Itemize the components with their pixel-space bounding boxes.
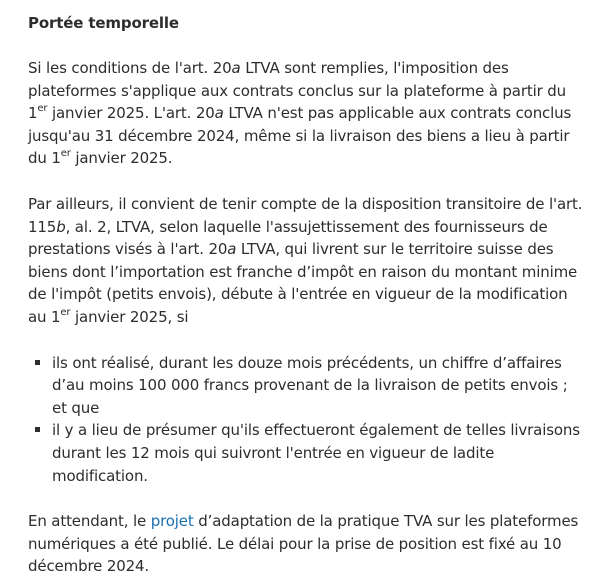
superscript: er <box>60 306 71 318</box>
text-run: Si les conditions de l'art. 20 <box>28 59 232 77</box>
italic-letter: a <box>214 104 224 123</box>
square-bullet-icon <box>35 427 40 432</box>
list-item <box>28 352 586 420</box>
paragraph-transitional-provision <box>28 193 586 329</box>
text-run: LTVA, qui livrent sur le territoire suisse des biens dont l’importation est franche d’impôt en raison du montant minime de l'impôt (petits envois), débute à l'entrée en vigueur de la modification au 1 <box>28 240 578 326</box>
italic-letter: a <box>227 240 237 259</box>
superscript: er <box>60 148 71 160</box>
paragraph-temporal-scope <box>28 57 586 170</box>
italic-letter: b <box>56 217 66 236</box>
text-run: LTVA sont remplies, l'imposition des plateformes s'applique aux contrats conclus sur la plateforme à partir du 1 <box>28 59 566 123</box>
projet-link[interactable]: projet <box>150 512 194 531</box>
text-run: LTVA n'est pas applicable aux contrats conclus jusqu'au 31 décembre 2024, même si la livraison des biens a lieu à partir du 1 <box>28 104 572 168</box>
square-bullet-icon <box>35 360 40 365</box>
text-run: , al. 2, LTVA, selon laquelle l'assujettissement des fournisseurs de prestations visés à l'art. 20 <box>28 217 548 259</box>
text-run: janvier 2025. <box>70 149 173 168</box>
list-item-text: il y a lieu de présumer qu'ils effectueront également de telles livraisons durant les 12 mois qui suivront l'entrée en vigueur de ladite modification. <box>52 421 580 485</box>
conditions-list <box>28 352 586 488</box>
text-run: janvier 2025. L'art. 20 <box>47 104 215 123</box>
section-heading: Portée temporelle <box>28 14 179 32</box>
paragraph-consultation <box>28 510 586 578</box>
list-item <box>28 419 586 487</box>
list-item-text: ils ont réalisé, durant les douze mois précédents, un chiffre d’affaires d’au moins 100 000 francs provenant de la livraison de petits envois ; et que <box>52 353 568 417</box>
superscript: er <box>37 103 48 115</box>
italic-letter: a <box>231 59 241 77</box>
text-run: janvier 2025, si <box>70 307 189 326</box>
text-run: d’adaptation de la pratique TVA sur les plateformes numériques a été publié. Le délai pour la prise de position est fixé au 10 décembre 2024. <box>28 512 579 576</box>
text-run: En attendant, le <box>28 512 151 531</box>
text-run: Par ailleurs, il convient de tenir compte de la disposition transitoire de l'art. 115 <box>28 194 583 236</box>
